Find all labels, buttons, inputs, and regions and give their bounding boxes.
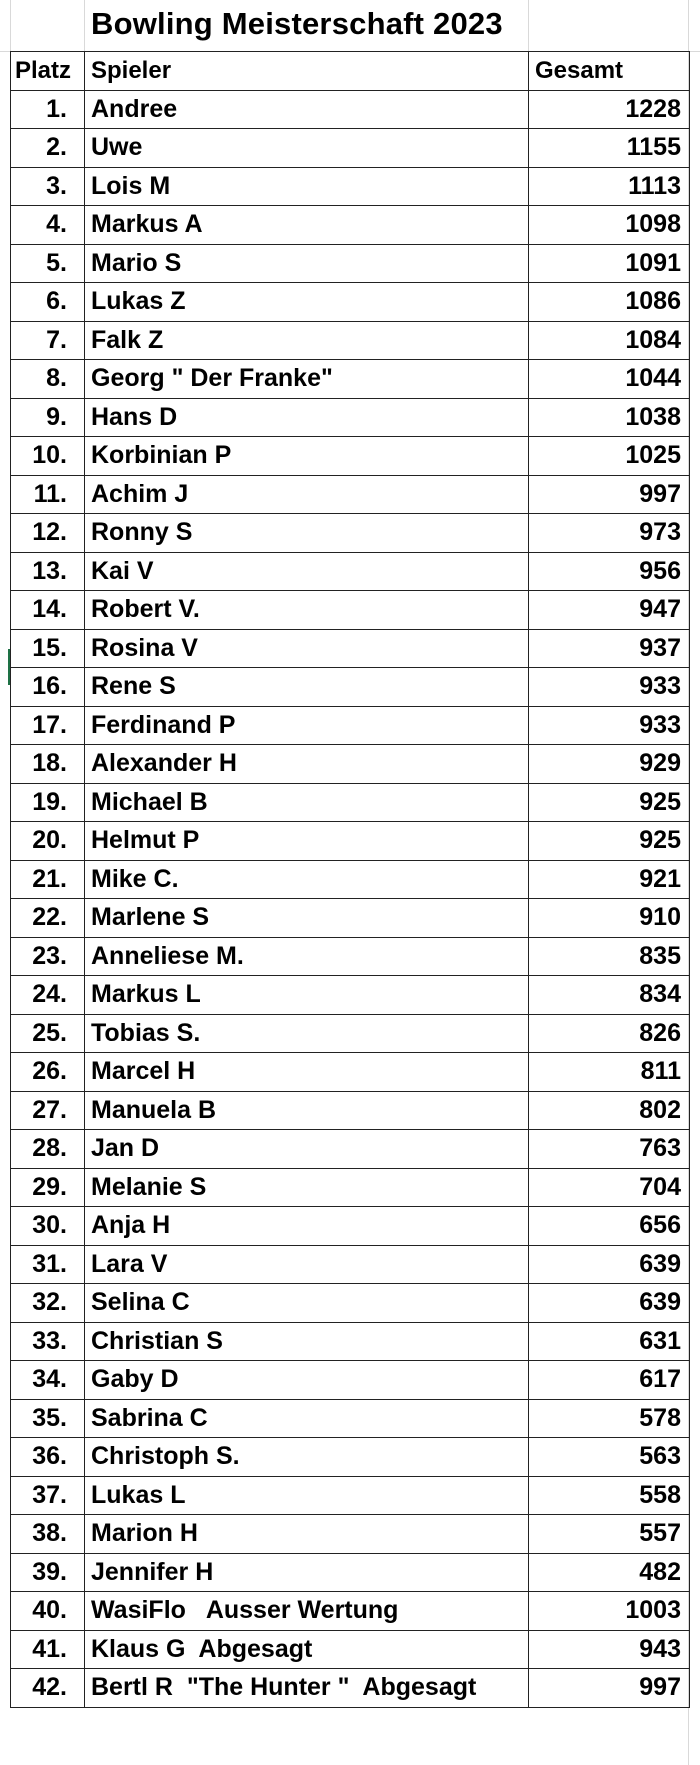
spieler-cell[interactable]: Anja H [85,1207,529,1246]
gesamt-cell[interactable]: 1113 [529,167,690,206]
table-row [11,1322,690,1361]
spieler-cell[interactable]: Andree [85,90,529,129]
table-row [11,437,690,476]
spieler-cell[interactable]: Lukas Z [85,283,529,322]
spieler-cell[interactable]: Melanie S [85,1168,529,1207]
gesamt-cell[interactable]: 1003 [529,1592,690,1631]
gesamt-cell[interactable]: 956 [529,552,690,591]
spieler-cell[interactable]: Lara V [85,1245,529,1284]
gesamt-cell[interactable]: 558 [529,1476,690,1515]
platz-cell[interactable]: 10. [11,437,85,476]
gesamt-cell[interactable]: 811 [529,1053,690,1092]
platz-cell[interactable]: 20. [11,822,85,861]
gesamt-cell[interactable]: 835 [529,937,690,976]
spieler-cell[interactable]: Ronny S [85,514,529,553]
spieler-cell[interactable]: Anneliese M. [85,937,529,976]
table-row [11,745,690,784]
spieler-cell[interactable]: Falk Z [85,321,529,360]
spieler-cell[interactable]: Georg " Der Franke" [85,360,529,399]
table-row [11,899,690,938]
spieler-cell[interactable]: Gaby D [85,1361,529,1400]
spieler-cell[interactable]: Kai V [85,552,529,591]
table-row [11,283,690,322]
gesamt-cell[interactable]: 639 [529,1284,690,1323]
spieler-cell[interactable]: Uwe [85,129,529,168]
spieler-cell[interactable]: Michael B [85,783,529,822]
platz-cell[interactable]: 23. [11,937,85,976]
platz-cell[interactable]: 22. [11,899,85,938]
spieler-cell[interactable]: Ferdinand P [85,706,529,745]
table-row [11,90,690,129]
table-row [11,206,690,245]
table-row [11,1630,690,1669]
spieler-cell[interactable]: Mario S [85,244,529,283]
spieler-cell[interactable]: Christian S [85,1322,529,1361]
table-row [11,1592,690,1631]
spieler-cell[interactable]: Bertl R "The Hunter " Abgesagt [85,1669,529,1708]
table-row [11,1245,690,1284]
gesamt-cell[interactable]: 834 [529,976,690,1015]
header-row [11,52,690,91]
table-row [11,976,690,1015]
gesamt-cell[interactable]: 656 [529,1207,690,1246]
platz-cell[interactable]: 32. [11,1284,85,1323]
gesamt-cell[interactable]: 910 [529,899,690,938]
gesamt-cell[interactable]: 933 [529,668,690,707]
platz-cell[interactable]: 8. [11,360,85,399]
gesamt-cell[interactable]: 1091 [529,244,690,283]
platz-cell[interactable]: 29. [11,1168,85,1207]
header-spieler[interactable]: Spieler [85,52,529,91]
table-row [11,321,690,360]
spieler-cell[interactable]: Sabrina C [85,1399,529,1438]
gridline [688,0,689,51]
platz-cell[interactable]: 13. [11,552,85,591]
gesamt-cell[interactable]: 933 [529,706,690,745]
table-row [11,1438,690,1477]
table-row [11,1014,690,1053]
table-row [11,822,690,861]
platz-cell[interactable]: 21. [11,860,85,899]
gesamt-cell[interactable]: 1086 [529,283,690,322]
table-row [11,706,690,745]
platz-cell[interactable]: 36. [11,1438,85,1477]
spieler-cell[interactable]: Klaus G Abgesagt [85,1630,529,1669]
platz-cell[interactable]: 24. [11,976,85,1015]
selected-cell-indicator [8,649,10,685]
platz-cell[interactable]: 16. [11,668,85,707]
gesamt-cell[interactable]: 925 [529,822,690,861]
table-row [11,1130,690,1169]
spieler-cell[interactable]: Lois M [85,167,529,206]
gesamt-cell[interactable]: 1038 [529,398,690,437]
platz-cell[interactable]: 12. [11,514,85,553]
table-row [11,860,690,899]
platz-cell[interactable]: 5. [11,244,85,283]
platz-cell[interactable]: 18. [11,745,85,784]
header-gesamt[interactable]: Gesamt [529,52,690,91]
ranking-table [10,51,690,1708]
spieler-cell[interactable]: Achim J [85,475,529,514]
platz-cell[interactable]: 37. [11,1476,85,1515]
gesamt-cell[interactable]: 1044 [529,360,690,399]
gesamt-cell[interactable]: 997 [529,475,690,514]
gesamt-cell[interactable]: 947 [529,591,690,630]
spieler-cell[interactable]: Tobias S. [85,1014,529,1053]
platz-cell[interactable]: 19. [11,783,85,822]
spieler-cell[interactable]: Robert V. [85,591,529,630]
platz-cell[interactable]: 30. [11,1207,85,1246]
spieler-cell[interactable]: Alexander H [85,745,529,784]
header-platz[interactable]: Platz [11,52,85,91]
table-row [11,629,690,668]
spieler-cell[interactable]: Jan D [85,1130,529,1169]
gesamt-cell[interactable]: 973 [529,514,690,553]
spieler-cell[interactable]: Rosina V [85,629,529,668]
gesamt-cell[interactable]: 1025 [529,437,690,476]
gesamt-cell[interactable]: 1098 [529,206,690,245]
gesamt-cell[interactable]: 997 [529,1669,690,1708]
gesamt-cell[interactable]: 482 [529,1553,690,1592]
table-row [11,1553,690,1592]
platz-cell[interactable]: 41. [11,1630,85,1669]
table-row [11,591,690,630]
platz-cell[interactable]: 3. [11,167,85,206]
platz-cell[interactable]: 17. [11,706,85,745]
platz-cell[interactable]: 15. [11,629,85,668]
platz-cell[interactable]: 33. [11,1322,85,1361]
gesamt-cell[interactable]: 937 [529,629,690,668]
spieler-cell[interactable]: Markus L [85,976,529,1015]
table-row [11,937,690,976]
platz-cell[interactable]: 39. [11,1553,85,1592]
table-row [11,1091,690,1130]
spieler-cell[interactable]: WasiFlo Ausser Wertung [85,1592,529,1631]
gesamt-cell[interactable]: 563 [529,1438,690,1477]
platz-cell[interactable]: 2. [11,129,85,168]
gesamt-cell[interactable]: 929 [529,745,690,784]
table-row [11,129,690,168]
table-row [11,1515,690,1554]
gesamt-cell[interactable]: 921 [529,860,690,899]
platz-cell[interactable]: 9. [11,398,85,437]
platz-cell[interactable]: 4. [11,206,85,245]
gesamt-cell[interactable]: 704 [529,1168,690,1207]
table-row [11,783,690,822]
table-row [11,1669,690,1708]
platz-cell[interactable]: 35. [11,1399,85,1438]
table-row [11,1476,690,1515]
table-row [11,514,690,553]
gesamt-cell[interactable]: 1155 [529,129,690,168]
spieler-cell[interactable]: Helmut P [85,822,529,861]
table-row [11,244,690,283]
title-row [0,0,700,52]
table-row [11,1399,690,1438]
ranking-body [11,90,690,1707]
platz-cell[interactable]: 31. [11,1245,85,1284]
gridline [528,0,529,51]
gesamt-cell[interactable]: 557 [529,1515,690,1554]
table-row [11,398,690,437]
platz-cell[interactable]: 14. [11,591,85,630]
table-row [11,1361,690,1400]
table-row [11,475,690,514]
gesamt-cell[interactable]: 639 [529,1245,690,1284]
table-row [11,1284,690,1323]
platz-cell[interactable]: 28. [11,1130,85,1169]
spieler-cell[interactable]: Markus A [85,206,529,245]
spieler-cell[interactable]: Selina C [85,1284,529,1323]
platz-cell[interactable]: 38. [11,1515,85,1554]
platz-cell[interactable]: 6. [11,283,85,322]
table-row [11,360,690,399]
spieler-cell[interactable]: Korbinian P [85,437,529,476]
platz-cell[interactable]: 40. [11,1592,85,1631]
platz-cell[interactable]: 11. [11,475,85,514]
platz-cell[interactable]: 7. [11,321,85,360]
platz-cell[interactable]: 42. [11,1669,85,1708]
spieler-cell[interactable]: Marion H [85,1515,529,1554]
spieler-cell[interactable]: Hans D [85,398,529,437]
gesamt-cell[interactable]: 925 [529,783,690,822]
platz-cell[interactable]: 25. [11,1014,85,1053]
table-row [11,1053,690,1092]
gesamt-cell[interactable]: 943 [529,1630,690,1669]
table-row [11,1168,690,1207]
gesamt-cell[interactable]: 1084 [529,321,690,360]
table-row [11,167,690,206]
gesamt-cell[interactable]: 763 [529,1130,690,1169]
spieler-cell[interactable]: Jennifer H [85,1553,529,1592]
platz-cell[interactable]: 1. [11,90,85,129]
gridline [10,0,11,51]
gesamt-cell[interactable]: 1228 [529,90,690,129]
table-row [11,552,690,591]
sheet-title[interactable]: Bowling Meisterschaft 2023 [91,6,503,41]
gridline [84,0,85,51]
gesamt-cell[interactable]: 802 [529,1091,690,1130]
platz-cell[interactable]: 34. [11,1361,85,1400]
spieler-cell[interactable]: Lukas L [85,1476,529,1515]
table-row [11,1207,690,1246]
spieler-cell[interactable]: Manuela B [85,1091,529,1130]
spieler-cell[interactable]: Mike C. [85,860,529,899]
platz-cell[interactable]: 26. [11,1053,85,1092]
spieler-cell[interactable]: Christoph S. [85,1438,529,1477]
gesamt-cell[interactable]: 631 [529,1322,690,1361]
spieler-cell[interactable]: Marcel H [85,1053,529,1092]
spieler-cell[interactable]: Marlene S [85,899,529,938]
gesamt-cell[interactable]: 826 [529,1014,690,1053]
gesamt-cell[interactable]: 578 [529,1399,690,1438]
gesamt-cell[interactable]: 617 [529,1361,690,1400]
platz-cell[interactable]: 27. [11,1091,85,1130]
spieler-cell[interactable]: Rene S [85,668,529,707]
table-row [11,668,690,707]
